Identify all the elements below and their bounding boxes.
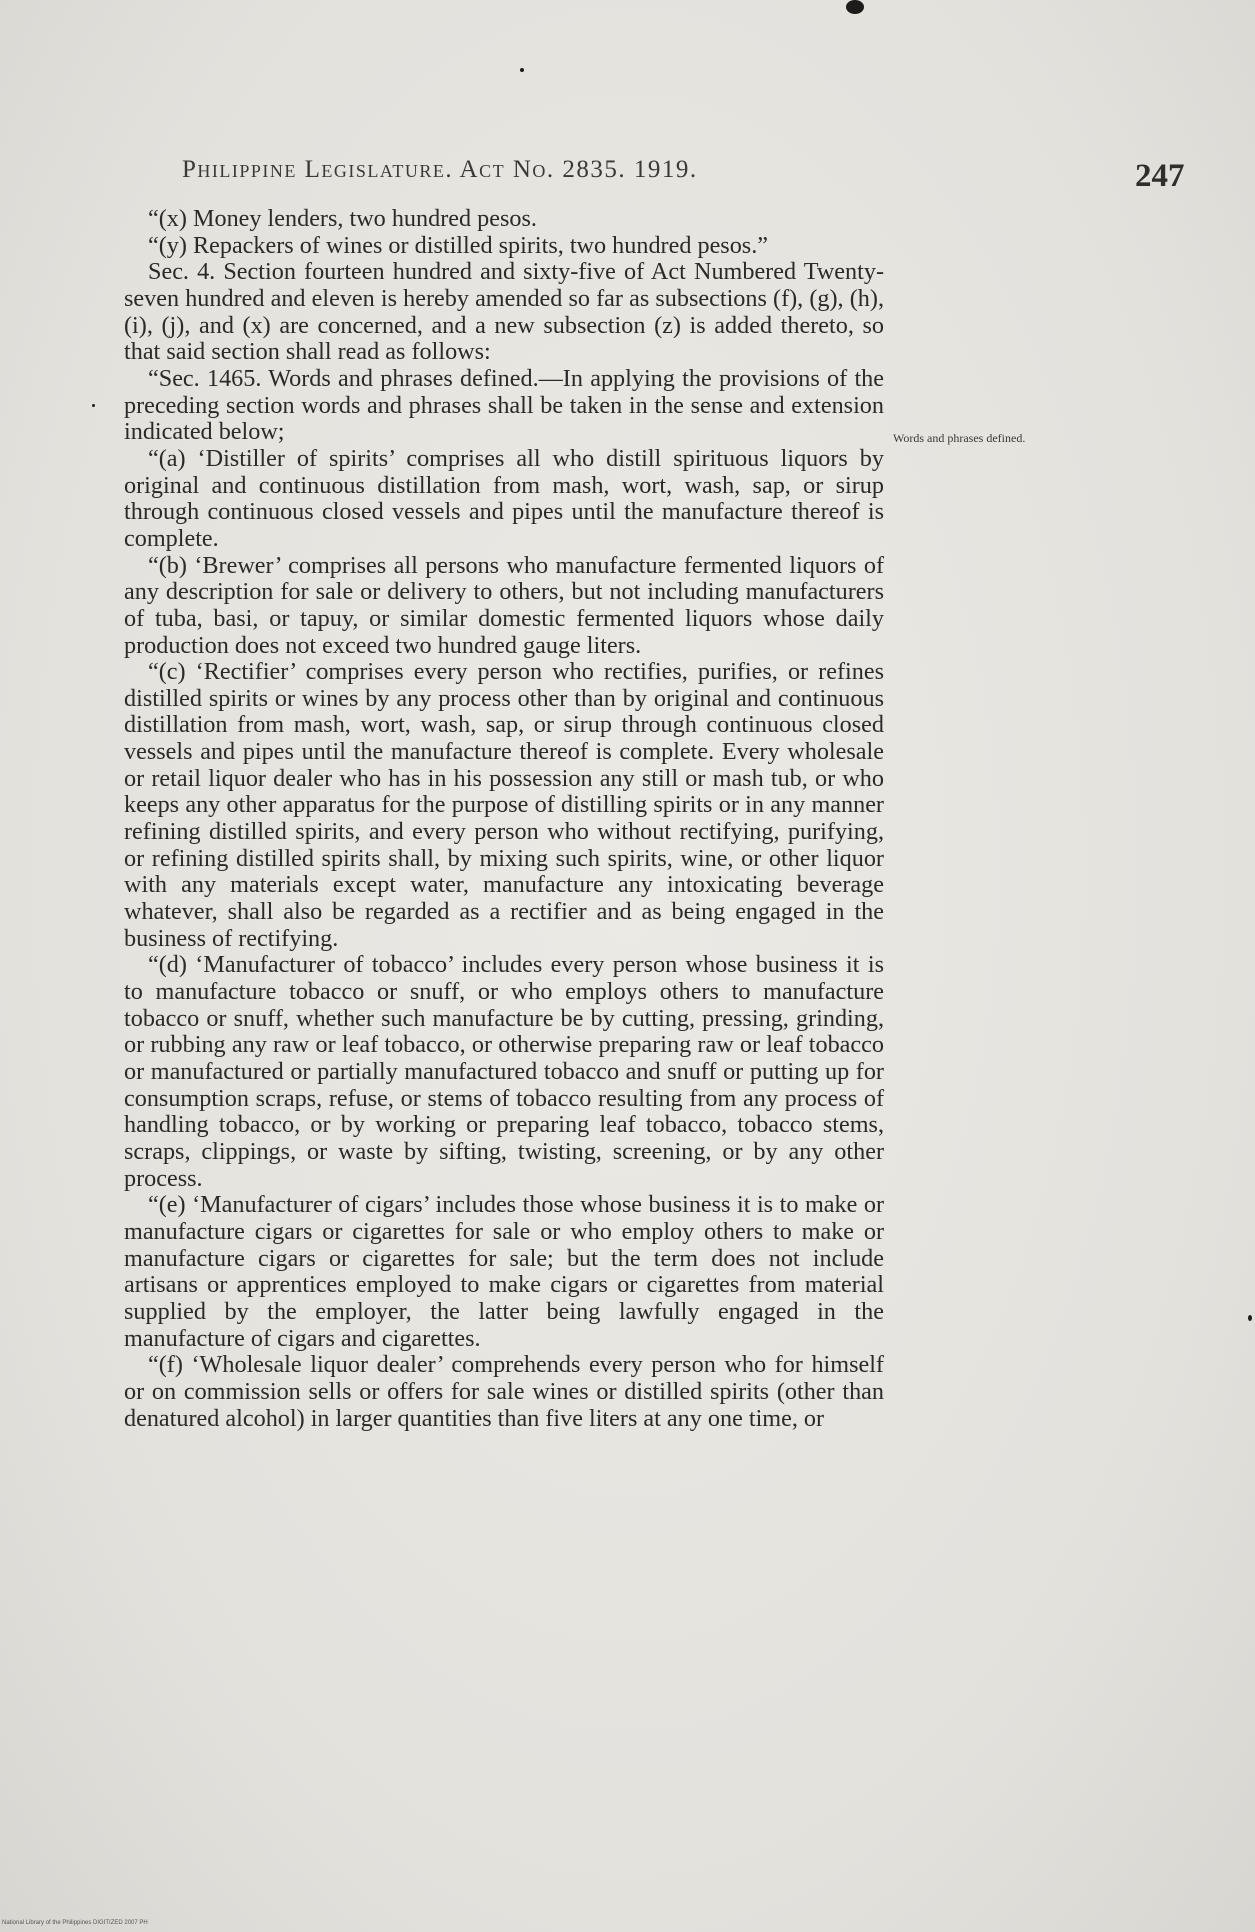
page-number: 247: [1135, 158, 1185, 194]
scan-credit: National Library of the Philippines DIGITIZED 2007 PH: [2, 1920, 148, 1926]
paragraph-b-brewer: “(b) ‘Brewer’ comprises all persons who manufacture fermented liquors of any description for sale or delivery to others, but not including manufacturers of tuba, basi, or tapuy, or similar domestic fermented liquors whose daily production does not exceed two hundred gauge liters.: [124, 551, 884, 659]
paragraph-sec-4: Sec. 4. Section fourteen hundred and sixty-five of Act Numbered Twenty-seven hundred and eleven is hereby amended so far as subsections (f), (g), (h), (i), (j), and (x) are concerned, and a new subsection (z) is added thereto, so that said section shall read as follows:: [124, 258, 884, 366]
paragraph-d-manufacturer-of-tobacco: “(d) ‘Manufacturer of tobacco’ includes every person whose business it is to manufacture tobacco or snuff, or who employs others to manufacture tobacco or snuff, whether such manufacture be by cutting, pressing, grinding, or rubbing any raw or leaf tobacco, or otherwise preparing raw or leaf tobacco or manufactured or partially manufactured tobacco and snuff or putting up for consumption scraps, refuse, or stems of tobacco resulting from any process of handling tobacco, or by working or preparing leaf tobacco, tobacco stems, scraps, clippings, or waste by sifting, twisting, screening, or by any other process.: [124, 951, 884, 1192]
paragraph-f-wholesale-liquor-dealer: “(f) ‘Wholesale liquor dealer’ comprehends every person who for himself or on commission sells or offers for sale wines or distilled spirits (other than denatured alcohol) in larger quantities than five liters at any one time, or: [124, 1351, 884, 1432]
ink-speck: [846, 0, 864, 14]
margin-note: Words and phrases defined.: [893, 431, 1026, 445]
ink-speck: [1248, 1315, 1252, 1321]
paragraph-e-manufacturer-of-cigars: “(e) ‘Manufacturer of cigars’ includes those whose business it is to make or manufacture cigars or cigarettes for sale or who employ others to make or manufacture cigars or cigarettes for sale; but the term does not include artisans or apprentices employed to make cigars or cigarettes from material supplied by the employer, the latter being lawfully engaged in the manufacture of cigars and cigarettes.: [124, 1191, 884, 1352]
ink-speck: [92, 404, 95, 407]
running-header: Philippine Legislature. Act No. 2835. 1919.: [182, 156, 698, 183]
paragraph-c-rectifier: “(c) ‘Rectifier’ comprises every person who rectifies, purifies, or refines distilled spirits or wines by any process other than by original and continuous distillation from mash, wort, wash, sap, or sirup through continuous closed vessels and pipes until the manufacture thereof is complete. Every wholesale or retail liquor dealer who has in his possession any still or mash tub, or who keeps any other apparatus for the purpose of distilling spirits or in any manner refining distilled spirits, and every person who without rectifying, purifying, or refining distilled spirits shall, by mixing such spirits, wine, or other liquor with any materials except water, manufacture any intoxicating beverage whatever, shall also be regarded as a rectifier and as being engaged in the business of rectifying.: [124, 658, 884, 952]
ink-speck: [520, 68, 524, 72]
paragraph-sec-1465: “Sec. 1465. Words and phrases defined.—In applying the provisions of the preceding section words and phrases shall be taken in the sense and extension indicated below;: [124, 364, 884, 446]
body-text: [124, 206, 884, 1432]
paragraph-x: “(x) Money lenders, two hundred pesos.: [148, 205, 537, 232]
paragraph-a-distiller: “(a) ‘Distiller of spirits’ comprises all who distill spirituous liquors by original and continuous distillation from mash, wort, wash, sap, or sirup through continuous closed vessels and pipes until the manufacture thereof is complete.: [124, 444, 884, 552]
paragraph-y: “(y) Repackers of wines or distilled spirits, two hundred pesos.”: [148, 231, 769, 259]
